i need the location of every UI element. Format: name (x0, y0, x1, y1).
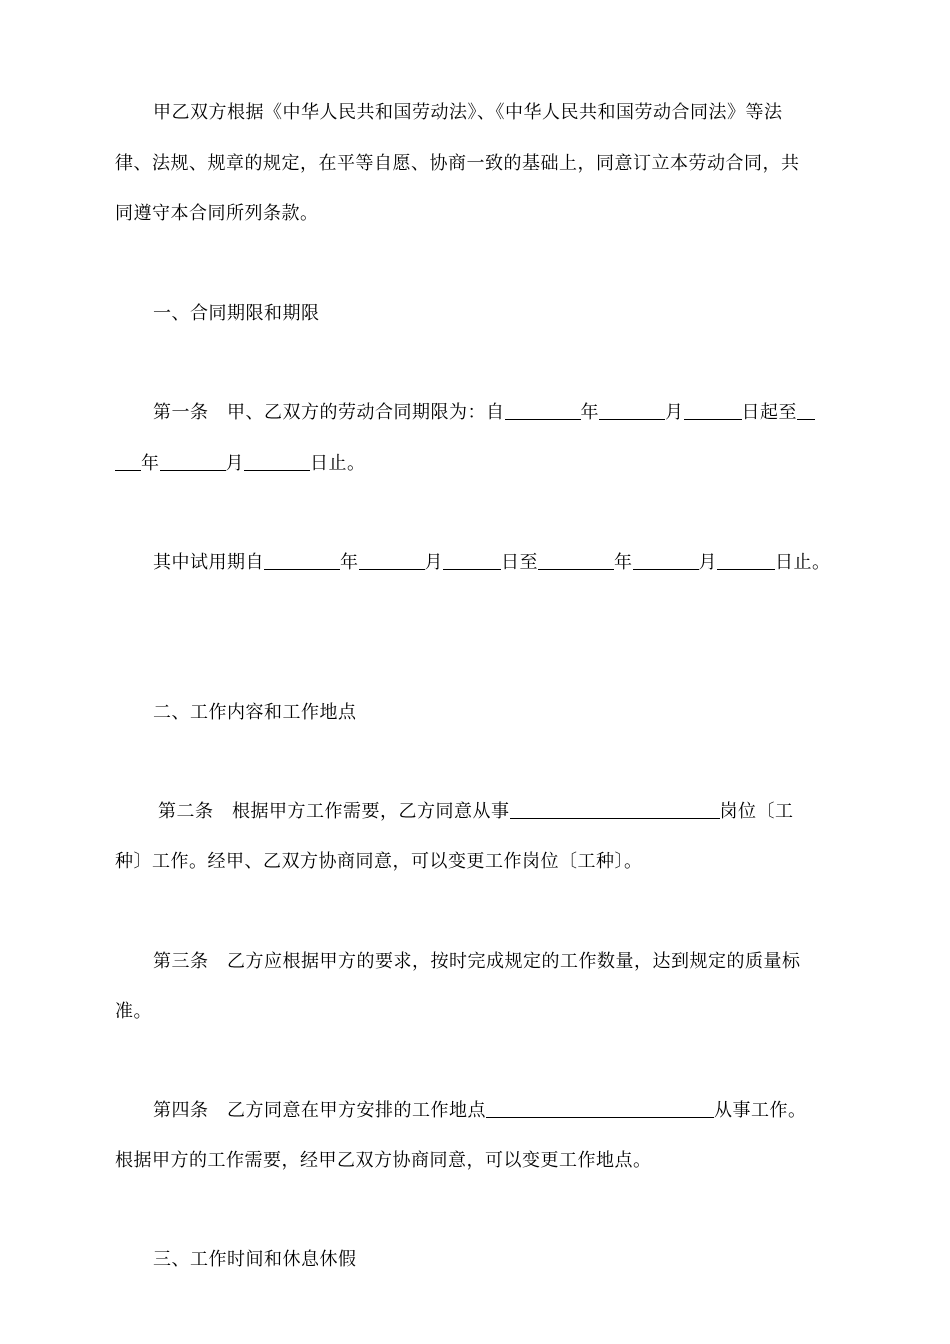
article-1-line-2 (115, 452, 366, 476)
probation-year-label-2: 年 (614, 552, 633, 573)
probation-line (153, 551, 831, 575)
article-4-line-1 (153, 1099, 807, 1123)
section-heading-2: 二、工作内容和工作地点 (153, 702, 357, 723)
article-2-line-2: 种〕工作。经甲、乙双方协商同意，可以变更工作岗位〔工种〕。 (115, 851, 643, 872)
blank-end-day[interactable] (244, 452, 310, 471)
article-4-prefix: 第四条 乙方同意在甲方安排的工作地点 (153, 1100, 486, 1121)
blank-start-year[interactable] (505, 401, 581, 420)
article-1-line-1 (153, 401, 815, 425)
blank-probation-start-year[interactable] (264, 551, 340, 570)
day-end-label: 日止。 (310, 453, 366, 474)
blank-work-location[interactable] (486, 1099, 714, 1118)
blank-start-month[interactable] (599, 401, 665, 420)
article-4-line-2: 根据甲方的工作需要，经甲乙双方协商同意，可以变更工作地点。 (115, 1150, 652, 1171)
article-4-suffix: 从事工作。 (714, 1100, 807, 1121)
blank-end-year-part1[interactable] (797, 401, 815, 420)
blank-start-day[interactable] (684, 401, 742, 420)
probation-year-label: 年 (340, 552, 359, 573)
blank-probation-end-year[interactable] (538, 551, 614, 570)
month-label: 月 (665, 402, 684, 423)
section-heading-1: 一、合同期限和期限 (153, 303, 320, 324)
blank-end-year-part2[interactable] (115, 452, 141, 471)
section-heading-3: 三、工作时间和休息休假 (153, 1249, 357, 1270)
month-label-2: 月 (225, 453, 244, 474)
article-2-prefix: 第二条 根据甲方工作需要，乙方同意从事 (158, 801, 510, 822)
blank-probation-end-month[interactable] (633, 551, 699, 570)
probation-month-label-2: 月 (698, 552, 717, 573)
blank-probation-end-day[interactable] (717, 551, 775, 570)
blank-probation-start-month[interactable] (359, 551, 425, 570)
preamble-line-3: 同遵守本合同所列条款。 (115, 203, 319, 224)
probation-prefix: 其中试用期自 (153, 552, 264, 573)
article-3-line-2: 准。 (115, 1001, 152, 1022)
preamble-line-1: 甲乙双方根据《中华人民共和国劳动法》、《中华人民共和国劳动合同法》等法 (153, 102, 783, 123)
probation-day-end-label: 日止。 (775, 552, 831, 573)
year-label: 年 (580, 402, 599, 423)
probation-day-to-label: 日至 (501, 552, 538, 573)
blank-probation-start-day[interactable] (443, 551, 501, 570)
article-3-line-1: 第三条 乙方应根据甲方的要求，按时完成规定的工作数量，达到规定的质量标 (153, 951, 801, 972)
article-2-suffix: 岗位〔工 (719, 801, 794, 822)
year-label-2: 年 (141, 453, 160, 474)
article-1-prefix: 第一条 甲、乙双方的劳动合同期限为：自 (153, 402, 505, 423)
probation-month-label: 月 (424, 552, 443, 573)
article-2-line-1 (158, 800, 794, 824)
blank-end-month[interactable] (160, 452, 226, 471)
preamble-line-2: 律、法规、规章的规定，在平等自愿、协商一致的基础上，同意订立本劳动合同，共 (115, 153, 800, 174)
day-from-label: 日起至 (741, 402, 797, 423)
blank-job-position[interactable] (510, 800, 720, 819)
